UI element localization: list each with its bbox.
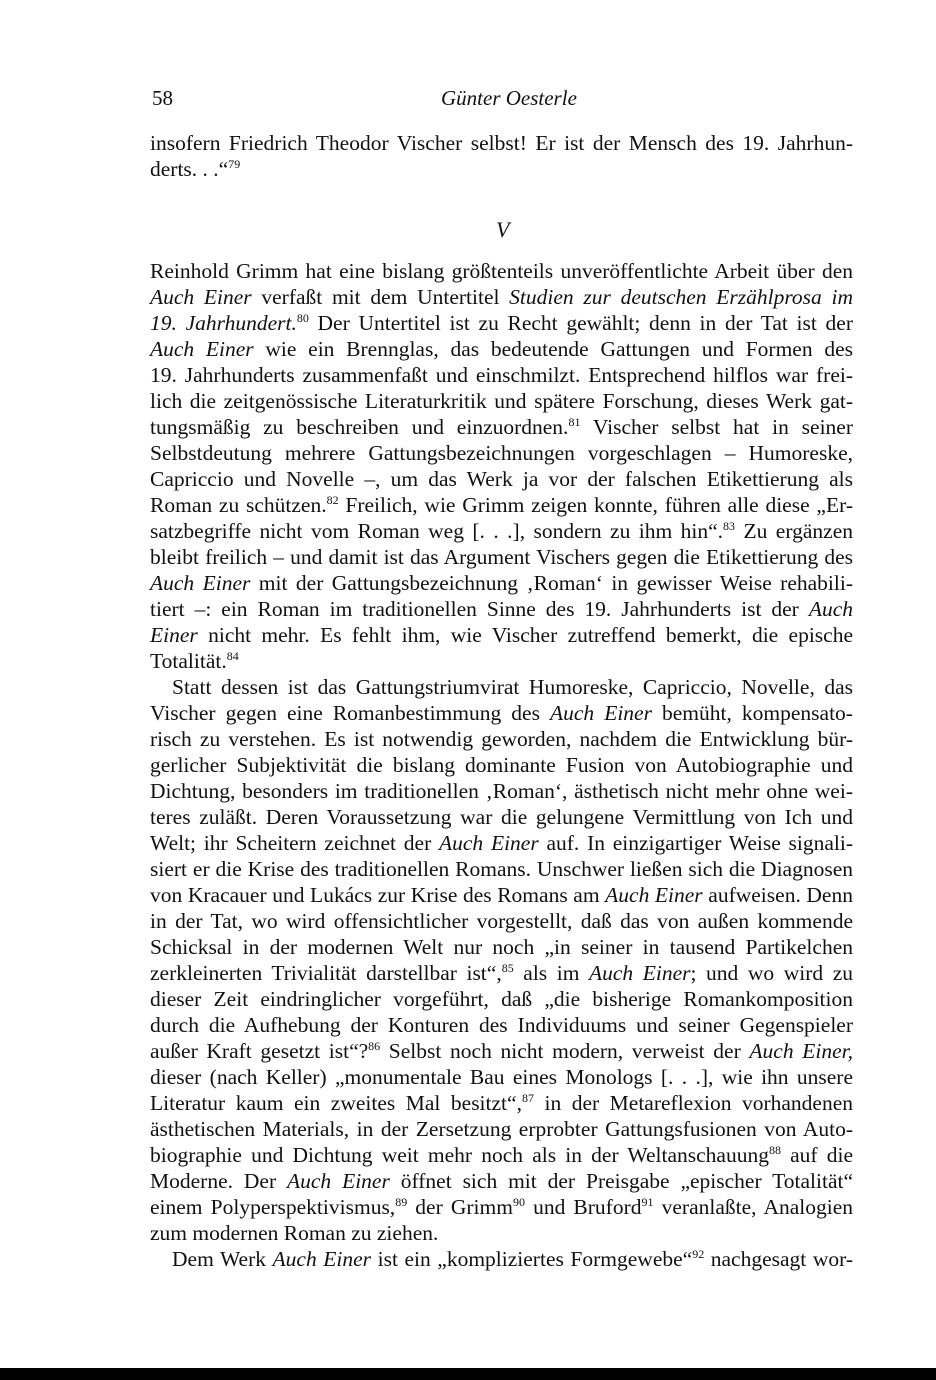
text-run: nachgesagt wor-	[704, 1247, 853, 1271]
text-run: Roman zu schützen.	[150, 493, 327, 517]
text-line	[150, 622, 853, 648]
text-run: in der Metareflexion vorhandenen	[533, 1091, 853, 1115]
text-run: Der Untertitel ist zu Recht gewählt; denn in der Tat ist der	[308, 311, 853, 335]
text-run: der Grimm	[407, 1195, 513, 1219]
text-run: bemüht, kompensato-	[651, 701, 853, 725]
text-line	[150, 1038, 853, 1064]
italic-text: Auch	[808, 597, 853, 621]
text-run: Freilich, wie Grimm zeigen konnte, führen alle diese „Er-	[338, 493, 853, 517]
text-line	[150, 960, 853, 986]
text-line	[150, 518, 853, 544]
text-run: mit der Gattungsbezeichnung ‚Roman‘ in gewisser Weise rehabili-	[250, 571, 853, 595]
text-run: als im	[513, 961, 589, 985]
italic-text: 19. Jahrhundert.	[150, 311, 297, 335]
text-run: risch zu verstehen. Es ist notwendig geworden, nachdem die Entwicklung bür-	[150, 727, 853, 751]
italic-text: Auch Einer	[549, 701, 652, 725]
text-line	[150, 986, 853, 1012]
italic-text: Auch Einer	[589, 961, 691, 985]
italic-text: Auch Einer	[272, 1247, 372, 1271]
footnote-ref: 87	[521, 1091, 534, 1105]
text-line	[150, 1220, 853, 1246]
text-run: ist ein „kompliziertes Formgewebe“	[371, 1247, 693, 1271]
italic-text: Auch Einer,	[749, 1039, 853, 1063]
text-run: Selbstdeutung mehrere Gattungsbezeichnungen vorgeschlagen – Humoreske,	[150, 441, 853, 465]
text-run: teres zuläßt. Deren Voraussetzung war die gelungene Vermittlung von Ich und	[150, 805, 853, 829]
footnote-ref: 92	[692, 1247, 705, 1261]
footnote-ref: 81	[568, 415, 581, 429]
running-head: Günter Oesterle	[441, 86, 577, 110]
text-run: Selbst noch nicht modern, verweist der	[380, 1039, 750, 1063]
text-line	[150, 414, 853, 440]
text-run: wie ein Brennglas, das bedeutende Gattungen und Formen des	[253, 337, 853, 361]
text-run: tiert –: ein Roman im traditionellen Sinne des 19. Jahrhunderts ist der	[150, 597, 809, 621]
text-line	[150, 830, 853, 856]
footnote-ref: 91	[641, 1195, 654, 1209]
italic-text: Auch Einer	[439, 831, 539, 855]
text-line	[150, 648, 853, 674]
text-run: zum modernen Roman zu ziehen.	[150, 1221, 439, 1245]
text-line	[150, 544, 853, 570]
italic-text: Auch Einer	[150, 571, 251, 595]
text-line	[150, 596, 853, 622]
text-line	[150, 466, 853, 492]
scan-border	[0, 1368, 936, 1380]
text-run: von Kracauer und Lukács zur Krise des Romans am	[150, 883, 606, 907]
text-line	[150, 388, 853, 414]
text-line	[150, 492, 853, 518]
text-run: und Bruford	[524, 1195, 642, 1219]
text-run: dieser (nach Keller) „monumentale Bau eines Monologs [. . .], wie ihn unsere	[150, 1065, 853, 1089]
text-run: aufweisen. Denn	[702, 883, 853, 907]
text-line	[150, 1090, 853, 1116]
text-run: gerlicher Subjektivität die bislang dominante Fusion von Autobiographie und	[150, 753, 853, 777]
text-line	[150, 310, 853, 336]
text-run: Statt dessen ist das Gattungstriumvirat Humoreske, Capriccio, Novelle, das	[172, 675, 853, 699]
footnote-ref: 80	[296, 311, 309, 325]
text-line	[150, 934, 853, 960]
text-line	[150, 130, 853, 156]
footnote-ref: 79	[228, 157, 241, 171]
text-run: Moderne. Der	[150, 1169, 287, 1193]
text-line	[150, 1012, 853, 1038]
text-line	[150, 570, 853, 596]
text-run: ästhetischen Materials, in der Zersetzung erprobter Gattungsfusionen von Auto-	[150, 1117, 853, 1141]
text-line	[150, 336, 853, 362]
text-line	[150, 700, 853, 726]
footnote-ref: 83	[723, 519, 736, 533]
text-run: veranlaßte, Analogien	[653, 1195, 854, 1219]
text-line	[150, 726, 853, 752]
text-run: Capriccio und Novelle –, um das Werk ja vor der falschen Etikettierung als	[150, 467, 853, 491]
text-run: siert er die Krise des traditionellen Romans. Unschwer ließen sich die Diagnosen	[150, 857, 853, 881]
italic-text: Einer	[150, 623, 198, 647]
text-run: durch die Aufhebung der Konturen des Individuums und seiner Gegenspieler	[150, 1013, 853, 1037]
text-line	[150, 362, 853, 388]
page-number: 58	[152, 86, 173, 110]
text-run: derts. . .“	[150, 157, 229, 181]
text-run: Reinhold Grimm hat eine bislang größtenteils unveröffentlichte Arbeit über den	[150, 259, 853, 283]
text-run: verfaßt mit dem Untertitel	[251, 285, 510, 309]
text-run: satzbegriffe nicht vom Roman weg [. . .], sondern zu ihm hin“.	[150, 519, 724, 543]
section-marker: V	[496, 217, 510, 242]
text-run: in der Tat, wo wird offensichtlicher vorgestellt, daß das von außen kommende	[150, 909, 853, 933]
italic-text: Auch Einer	[287, 1169, 390, 1193]
italic-text: Auch Einer	[150, 285, 252, 309]
text-run: zerkleinerten Trivialität darstellbar ist“,	[150, 961, 502, 985]
text-line	[150, 440, 853, 466]
text-run: Dichtung, besonders im traditionellen ‚Roman‘, ästhetisch nicht mehr ohne wei-	[150, 779, 853, 803]
italic-text: Studien zur deutschen Erzählprosa im	[509, 285, 853, 309]
text-line	[150, 804, 853, 830]
text-run: insofern Friedrich Theodor Vischer selbst! Er ist der Mensch des 19. Jahrhun-	[150, 131, 853, 155]
text-run: dieser Zeit eindringlicher vorgeführt, daß „die bisherige Romankomposition	[150, 987, 853, 1011]
text-run: Totalität.	[150, 649, 227, 673]
text-run: einem Polyperspektivismus,	[150, 1195, 396, 1219]
italic-text: Auch Einer	[605, 883, 703, 907]
text-run: Zu ergänzen	[735, 519, 853, 543]
text-run: bleibt freilich – und damit ist das Argument Vischers gegen die Etikettierung des	[150, 545, 853, 569]
footnote-ref: 86	[368, 1039, 381, 1053]
text-run: Vischer selbst hat in seiner	[580, 415, 853, 439]
text-line	[150, 908, 853, 934]
text-line	[150, 778, 853, 804]
text-line	[150, 1064, 853, 1090]
text-run: auf. In einzigartiger Weise signali-	[538, 831, 854, 855]
text-run: 19. Jahrhunderts zusammenfaßt und einschmilzt. Entsprechend hilflos war frei-	[150, 363, 853, 387]
footnote-ref: 88	[768, 1143, 781, 1157]
text-line	[150, 1246, 853, 1272]
footnote-ref: 89	[395, 1195, 408, 1209]
text-line	[150, 1116, 853, 1142]
text-line	[150, 674, 853, 700]
text-run: Schicksal in der modernen Welt nur noch „in seiner in tausend Partikelchen	[150, 935, 853, 959]
text-line	[150, 856, 853, 882]
text-run: Dem Werk	[172, 1247, 273, 1271]
text-run: Vischer gegen eine Romanbestimmung des	[150, 701, 550, 725]
text-line	[150, 1194, 853, 1220]
text-run: außer Kraft gesetzt ist“?	[150, 1039, 369, 1063]
italic-text: Auch Einer	[150, 337, 254, 361]
footnote-ref: 82	[326, 493, 339, 507]
footnote-ref: 84	[226, 649, 239, 663]
text-line	[150, 156, 853, 182]
text-run: Literatur kaum ein zweites Mal besitzt“,	[150, 1091, 522, 1115]
text-run: lich die zeitgenössische Literaturkritik und spätere Forschung, dieses Werk gat-	[150, 389, 853, 413]
text-line	[150, 1142, 853, 1168]
text-run: auf die	[780, 1143, 854, 1167]
text-run: nicht mehr. Es fehlt ihm, wie Vischer zutreffend bemerkt, die epische	[197, 623, 853, 647]
text-line	[150, 1168, 853, 1194]
footnote-ref: 85	[501, 961, 514, 975]
text-run: öffnet sich mit der Preisgabe „epischer Totalität“	[389, 1169, 854, 1193]
text-line	[150, 882, 853, 908]
text-run: ; und wo wird zu	[690, 961, 853, 985]
text-line	[150, 258, 853, 284]
text-run: tungsmäßig zu beschreiben und einzuordnen.	[150, 415, 569, 439]
text-line	[150, 284, 853, 310]
text-line	[150, 752, 853, 778]
text-run: biographie und Dichtung weit mehr noch als in der Weltanschauung	[150, 1143, 769, 1167]
footnote-ref: 90	[512, 1195, 525, 1209]
text-run: Welt; ihr Scheitern zeichnet der	[150, 831, 439, 855]
